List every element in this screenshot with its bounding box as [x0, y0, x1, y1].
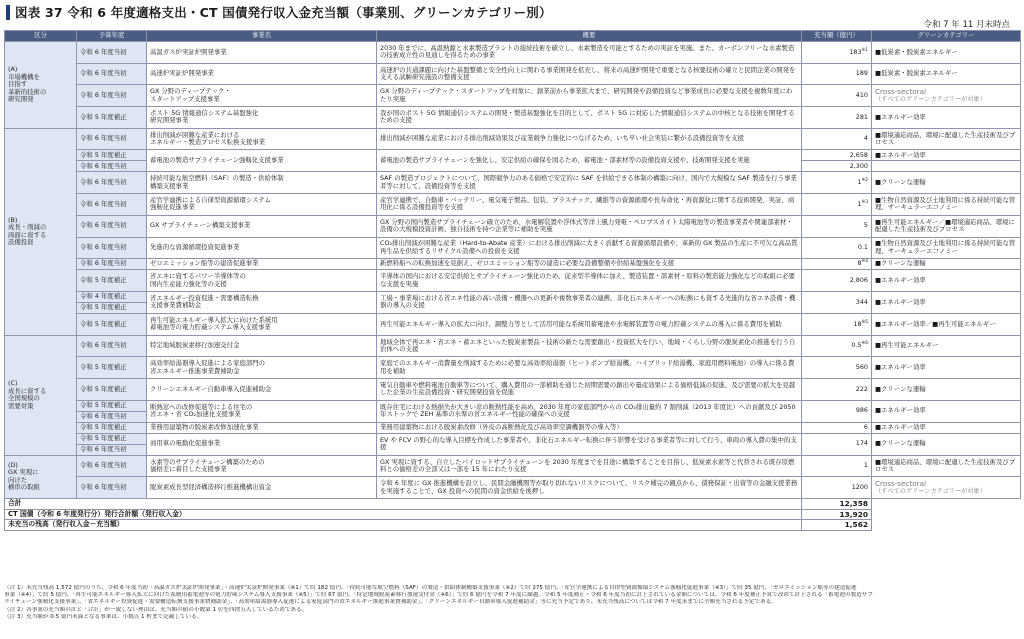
total-label: CT 国債（令和 6 年度発行分）発行合計額（発行収入金） [5, 509, 802, 520]
green-category-cell: ■エネルギー効率 [872, 400, 1021, 422]
amount-cell [802, 357, 872, 379]
amount-footnote-mark: ※6 [861, 341, 868, 347]
amount-cell [802, 107, 872, 129]
overview-cell: 家庭でのエネルギー消費量を削減するために必要な高効率給湯器（ヒートポンプ給湯機、ハイブリッド給湯機、家庭用燃料電池）の導入に係る費用を補助 [377, 357, 802, 379]
project-name-cell: 高速炉実証炉開発事業 [147, 63, 377, 85]
project-name-cell: 商用車の電動化促進事業 [147, 433, 377, 455]
amount-cell [802, 150, 872, 161]
green-category-cell: ■生物自然資源及び土地利用に係る持続可能な管理、サーキュラーエコノミー [872, 237, 1021, 259]
table-header-row [5, 31, 1021, 42]
overview-cell: 我が国のポスト 5G 情報通信システムの開発・製造基盤強化を目的として、ポスト 5G に対応した情報通信システムの中核となる技術を開発するための支援 [377, 107, 802, 129]
overview-cell: EV や FCV の野心的な導入目標を作成した事業者や、非化石エネルギー転換に伴う影響を受ける事業者等に対して行う、車両の導入費の集中的支援 [377, 433, 802, 455]
green-category-cell: ■低炭素・脱炭素エネルギー [872, 42, 1021, 64]
table-row [5, 107, 1021, 129]
table-row [5, 150, 1021, 161]
budget-year-cell: 令和 6 年度当初 [77, 63, 147, 85]
allocation-table [4, 30, 1021, 531]
category-cell: (D) GX 実現に 向けた 横串の取組 [5, 455, 77, 498]
green-category-cell: ■クリーンな運輸 [872, 378, 1021, 400]
overview-cell: 半導体の国内における安定供給とサプライチェーン強化のため、従来型半導体に加え、製造装置・部素材・原料の製造能力強化などの取組に必要な支援を実施 [377, 270, 802, 292]
green-category-cell: ■エネルギー効率 [872, 291, 1021, 313]
project-name-cell: 持続可能な航空燃料（SAF）の製造・供給体制 構築支援事業 [147, 172, 377, 194]
project-name-cell: 省エネに資するパワー半導体等の 国内生産能力強化等の支援 [147, 270, 377, 292]
overview-cell: CO₂排出削減が困難な産業（Hard-to-Abate 産業）における排出削減に大きく貢献する資源循環設備や、革新的 GX 製品の生産に不可欠な高品質再生品を供給するリサイクル設備への投資を支援 [377, 237, 802, 259]
figure-title [6, 3, 552, 21]
overview-cell: 排出削減が困難な産業における排出削減効果及び産業競争力強化につなげるため、いち早い社会実装に繋がる設備投資等を支援 [377, 128, 802, 150]
project-name-cell: 業務用建築物の脱炭素改修加速化事業 [147, 422, 377, 433]
table-row [5, 172, 1021, 194]
overview-cell: 工場・事業場における省エネ性能の高い設備・機器への更新や複数事業者の連携、非化石エネルギーへの転換にも資する先進的な省エネ設備・機器の導入の支援 [377, 291, 802, 313]
project-name-cell: 高温ガス炉実証炉開発事業 [147, 42, 377, 64]
table-row [5, 400, 1021, 411]
budget-year-cell: 令和 6 年度当初 [77, 455, 147, 477]
amount-value: 189 [855, 69, 868, 78]
green-category-cell: ■低炭素・脱炭素エネルギー [872, 63, 1021, 85]
green-category-cell: ■エネルギー効率 [872, 357, 1021, 379]
budget-year-cell: 令和 6 年度当初 [77, 259, 147, 270]
total-row [5, 509, 1021, 520]
table-row [5, 335, 1021, 357]
amount-cell [802, 433, 872, 455]
project-name-cell: GX サプライチェーン構築支援事業 [147, 215, 377, 237]
budget-year-cell: 令和 5 年度補正 [77, 433, 147, 444]
figure-title-text: 図表 37 令和 6 年度適格支出・CT 国債発行収入金充当額（事業別、グリーンカテゴリー別） [15, 5, 552, 20]
title-accent-bar [6, 5, 10, 20]
overview-cell: SAF の製造プロジェクトについて、国際競争力のある価格で安定的に SAF を供給できる体制の構築に向け、国内で大規模な SAF 製造を行う事業者等に対して、設備投資等を支援 [377, 172, 802, 194]
budget-year-cell: 令和 6 年度当初 [77, 85, 147, 107]
project-name-cell: 高効率給湯器導入促進による家庭部門の 省エネルギー推進事業費補助金 [147, 357, 377, 379]
footnote-line: （注 1）未充当残高 1,572 億円のうち、令和 6 年度当初「高温ガス炉実証炉開発事業」・高速炉実証炉開発事業（※1）で約 182 億円、「持続可能な航空燃料（SAF）の製造・供給体制構築支援事業（※2）で約 275 億円、「産官学連携による自律型資源循環システム強靱化促進事業（※3）」で約 35 億円、「ゼロエミッション船等の建造促進 [4, 585, 857, 591]
amount-cell [802, 313, 872, 335]
green-category-cell: ■再生可能エネルギー／■環境適応商品、環境に配慮した生産技術及びプロセス [872, 215, 1021, 237]
overview-cell: GX 実現に資する、自立したパイロットサプライチェーンを 2030 年度までを目途に構築することを目指し、低炭素水素等と代替される既存原燃料との価格差の全部又は一部を 15 年にわたり支援 [377, 455, 802, 477]
table-row [5, 259, 1021, 270]
project-name-cell: 断熱窓への改修促進等による住宅の 省エネ・省 CO₂加速化支援事業 [147, 400, 377, 422]
amount-value: 560 [855, 362, 868, 371]
table-row [5, 42, 1021, 64]
overview-cell: 新燃料船への転換加速を見据え、ゼロエミッション船等の建造に必要な設備整備や供給基盤強化を支援 [377, 259, 802, 270]
category-cell: (C) 成長に資する 全国規模の 需要対策 [5, 335, 77, 455]
green-category-cell: ■環境適応商品、環境に配慮した生産技術及びプロセス [872, 455, 1021, 477]
header-green-category: グリーンカテゴリー [872, 31, 1021, 42]
amount-value: 4 [863, 134, 868, 143]
overview-cell: 高速炉の共通課題に向けた基盤整備と安全性向上に関わる事業開発を拡充し、将来の高速炉開発で重要となる核要技術の確立と民間企業の開発を支える試験研究施設の整備支援 [377, 63, 802, 85]
amount-cell [802, 422, 872, 433]
project-name-cell: 特定地域脱炭素移行加速交付金 [147, 335, 377, 357]
table-body [5, 42, 1021, 531]
green-category-cell [872, 85, 1021, 107]
amount-value: 183 [849, 47, 862, 56]
overview-cell: 業務用建築物における脱炭素改修（外皮の高断熱化及び高効率空調機器等の導入等） [377, 422, 802, 433]
table-row [5, 357, 1021, 379]
amount-value: 18 [853, 319, 862, 328]
green-category-cell [872, 161, 1021, 172]
total-amount: 12,358 [802, 499, 872, 510]
total-label: 未充当の残高（発行収入金－充当額） [5, 520, 802, 531]
overview-cell: 既存住宅における熱損失が大きい窓の断熱性能を高め、2030 年度の家庭部門からの CO₂排出量約 7 割削減（2013 年度比）への貢献及び 2050 年ストックで ZEH 基準の水準の省エネルギー性能の確保への支援 [377, 400, 802, 422]
category-cell: (B) 成長・削減の 両面に資する 設備投資 [5, 128, 77, 335]
amount-value: 0.5 [851, 341, 862, 350]
amount-footnote-mark: ※1 [861, 47, 868, 53]
table-row [5, 85, 1021, 107]
amount-value: 5 [863, 221, 868, 230]
total-row [5, 520, 1021, 531]
project-name-cell: クリーンエネルギー自動車導入促進補助金 [147, 378, 377, 400]
budget-year-cell: 令和 5 年度補正 [77, 422, 147, 433]
amount-cell [802, 63, 872, 85]
table-row [5, 313, 1021, 335]
amount-value: 2,300 [849, 161, 868, 170]
budget-year-cell: 令和 4 年度補正 [77, 291, 147, 302]
budget-year-cell: 令和 6 年度当初 [77, 42, 147, 64]
amount-value: 174 [855, 439, 868, 448]
amount-cell [802, 400, 872, 422]
budget-year-cell: 令和 6 年度当初 [77, 161, 147, 172]
table-row [5, 291, 1021, 302]
budget-year-cell: 令和 6 年度当初 [77, 411, 147, 422]
amount-footnote-mark: ※5 [861, 319, 868, 325]
footnote-line: 事業（※4）」で約 5 億円、「再生可能エネルギー導入拡大に向けた系統用蓄電池等の電力貯蔵システム導入支援事業（※5）」で約 67 億円、「特定地域脱炭素移行加速交付金（※6）」で約 6 億円を令和 7 年度に繰越。令和 5 年度補正・令和 6 年度当初に計上されている金額については、令和 6 年度補正予算で改めて計上される「蓄電池の製造サプ [4, 592, 873, 599]
cross-sectoral-note: （すべてのグリーンカテゴリーが対象） [875, 95, 986, 103]
budget-year-cell: 令和 6 年度当初 [77, 194, 147, 216]
amount-cell [802, 270, 872, 292]
project-name-cell: 水素等のサプライチェーン構築のための 価格差に着目した支援事業 [147, 455, 377, 477]
project-name-cell: 蓄電池の製造サプライチェーン強靱化支援事業 [147, 150, 377, 172]
amount-value: 1 [857, 199, 862, 208]
table-row [5, 128, 1021, 150]
footnote-line: ライチェーン強靭化支援事業」、「省エネルギー投資促進・需要構造転換支援事業費補助金」、「高効率給湯器導入促進による家庭部門の省エネルギー推進事業費補助金」、「クリーンエネルギー自動車導入促進補助金」等に充当予定であり、未充当残高については令和 7 年度末までに全額充当される予定である。 [4, 599, 777, 606]
green-category-cell: ■再生可能エネルギー [872, 335, 1021, 357]
table-row [5, 194, 1021, 216]
project-name-cell: ポスト 5G 情報通信システム基盤強化 研究開発事業 [147, 107, 377, 129]
total-amount: 1,562 [802, 520, 872, 531]
amount-value: 222 [855, 384, 868, 393]
amount-footnote-mark: ※4 [861, 259, 868, 265]
footnotes [4, 585, 1020, 621]
table-row [5, 455, 1021, 477]
amount-cell [802, 215, 872, 237]
amount-footnote-mark: ※3 [861, 199, 868, 205]
amount-value: 344 [855, 297, 868, 306]
amount-cell [802, 85, 872, 107]
overview-cell: GX 分野の国内製造サプライチェーン確立のため、水電解装置や浮体式等洋上風力発電・ペロブスカイト太陽電池等の製造事業者や関連部素材・設備の大規模投資計画、独自技術を持つ企業等に補助を実施 [377, 215, 802, 237]
header-project-name: 事業名 [147, 31, 377, 42]
table-row [5, 270, 1021, 292]
amount-value: 0.1 [857, 243, 868, 252]
amount-value: 986 [855, 406, 868, 415]
amount-value: 1 [863, 461, 868, 470]
amount-cell [802, 291, 872, 313]
category-cell: (A) 市場機構を 目指す 革新的技術の 研究開発 [5, 42, 77, 129]
amount-cell [802, 378, 872, 400]
table-row [5, 433, 1021, 444]
budget-year-cell: 令和 6 年度当初 [77, 335, 147, 357]
table-row [5, 237, 1021, 259]
green-category-cell: ■クリーンな運輸 [872, 433, 1021, 455]
amount-cell [802, 161, 872, 172]
green-category-cell: ■クリーンな運輸 [872, 259, 1021, 270]
green-category-cell: ■エネルギー効率 [872, 270, 1021, 292]
overview-cell: 電気自動車や燃料電池自動車等について、購入費用の一部補助を通じた初期需要の創出や量産効果による価格低減の促進、及び需要の拡大を見越した企業の生産設備投資・研究開発投資を促進 [377, 378, 802, 400]
budget-year-cell: 令和 5 年度補正 [77, 107, 147, 129]
overview-cell: 再生可能エネルギー導入の拡大に向け、調整力等として活用可能な系統用蓄電池や水電解装置等の電力貯蔵システムの導入に係る費用を補助 [377, 313, 802, 335]
budget-year-cell: 令和 6 年度当初 [77, 444, 147, 455]
table-row [5, 215, 1021, 237]
amount-value: 6 [863, 422, 868, 431]
table-row [5, 477, 1021, 499]
overview-cell: 地域全体で再エネ・省エネ・蓄エネといった脱炭素製品・技術の新たな需要創出・投資拡大を行い、地域・くらし分野の脱炭素化の推進を行う自治体への支援 [377, 335, 802, 357]
project-name-cell: 先進的な資源循環投資促進事業 [147, 237, 377, 259]
overview-cell: GX 分野のディープテック・スタートアップを対象に、創業前から事業拡大まで、研究開発や設備投資など事業成長に必要な支援を複数年度にわたり実施 [377, 85, 802, 107]
green-category-cell [872, 477, 1021, 499]
green-category-cell: ■生物自然資源及び土地利用に係る持続可能な管理、サーキュラーエコノミー [872, 194, 1021, 216]
amount-value: 1200 [851, 482, 868, 491]
total-row [5, 499, 1021, 510]
header-category: 区分 [5, 31, 77, 42]
budget-year-cell: 令和 6 年度当初 [77, 477, 147, 499]
project-name-cell: 再生可能エネルギー導入拡大に向けた系統用 蓄電池等の電力貯蔵システム導入支援事業 [147, 313, 377, 335]
amount-value: 281 [855, 112, 868, 121]
footnote-line: （注 3）充当額が 0.5 億円未満となる事業は、小数点 1 桁まで記載している。 [4, 613, 203, 620]
cross-sectoral-label: Cross-sectoral [875, 87, 926, 97]
green-category-cell: ■エネルギー効率 [872, 150, 1021, 161]
green-category-cell: ■エネルギー効率／■再生可能エネルギー [872, 313, 1021, 335]
overview-cell: 令和 6 年度に GX 推進機構を設立し、民間金融機関等が取り切れないリスクについて、リスク補完の観点から、債務保証・出資等の金融支援業務を実施することで、GX 投資への民間の資金供給を後押し [377, 477, 802, 499]
green-category-cell: ■エネルギー効率 [872, 422, 1021, 433]
budget-year-cell: 令和 5 年度補正 [77, 313, 147, 335]
total-blank [872, 499, 1021, 510]
cross-sectoral-note: （すべてのグリーンカテゴリーが対象） [875, 487, 986, 495]
total-label: 合計 [5, 499, 802, 510]
amount-cell [802, 335, 872, 357]
footnote-line: （注 2）各事業の充当額の計と「合計」が一致しない理由は、充当額の値の小数第 1 位を四捨五入しているためである。 [4, 606, 308, 613]
project-name-cell: 産官学連携による自律型資源循環システム 強靭化促進事業 [147, 194, 377, 216]
green-category-cell: ■クリーンな運輸 [872, 172, 1021, 194]
amount-cell [802, 455, 872, 477]
overview-cell: 産官学連携で、自動車・バッテリー、電気電子製品、包装、プラスチック、繊維等の資源循環や長寿命化・再資源化に関する技術開発、実証、商用化に係る設備投資等を支援 [377, 194, 802, 216]
header-amount: 充当額（億円） [802, 31, 872, 42]
total-blank [872, 509, 1021, 520]
budget-year-cell: 令和 6 年度当初 [77, 215, 147, 237]
amount-value: 1 [857, 178, 862, 187]
green-category-cell: ■エネルギー効率 [872, 107, 1021, 129]
overview-cell: 2030 年までに、高温熱源と水素製造プラントの接続技術を確立し、水素製造を可能とするための実証を実施。また、カーボンフリーな水素製造の技術成立性の見通しを得るための事業 [377, 42, 802, 64]
amount-value: 8 [857, 259, 862, 268]
amount-cell [802, 42, 872, 64]
amount-cell [802, 194, 872, 216]
table-row [5, 63, 1021, 85]
cross-sectoral-label: Cross-sectoral [875, 479, 926, 489]
budget-year-cell: 令和 6 年度当初 [77, 128, 147, 150]
project-name-cell: GX 分野のディープテック・ スタートアップ支援事業 [147, 85, 377, 107]
total-amount: 13,920 [802, 509, 872, 520]
amount-footnote-mark: ※2 [861, 177, 868, 183]
project-name-cell: ゼロエミッション船等の建造促進事業 [147, 259, 377, 270]
amount-value: 2,806 [849, 275, 868, 284]
budget-year-cell: 令和 5 年度補正 [77, 302, 147, 313]
budget-year-cell: 令和 5 年度補正 [77, 378, 147, 400]
table-row [5, 378, 1021, 400]
budget-year-cell: 令和 6 年度当初 [77, 237, 147, 259]
budget-year-cell: 令和 5 年度補正 [77, 150, 147, 161]
amount-cell [802, 237, 872, 259]
project-name-cell: 省エネルギー投資促進・需要構造転換 支援事業費補助金 [147, 291, 377, 313]
header-overview: 概要 [377, 31, 802, 42]
amount-cell [802, 172, 872, 194]
overview-cell: 蓄電池の製造サプライチェーンを強化し、安定供給の確保を図るため、蓄電池・部素材等の設備投資支援や、技術開発支援を実施 [377, 150, 802, 172]
amount-cell [802, 477, 872, 499]
table-row [5, 422, 1021, 433]
amount-cell [802, 128, 872, 150]
header-budget-year: 予算年度 [77, 31, 147, 42]
amount-value: 410 [855, 91, 868, 100]
project-name-cell: 排出削減が困難な産業における エネルギー・製造プロセス転換支援事業 [147, 128, 377, 150]
budget-year-cell: 令和 5 年度補正 [77, 270, 147, 292]
project-name-cell: 脱炭素成長型経済構造移行推進機構出資金 [147, 477, 377, 499]
budget-year-cell: 令和 5 年度補正 [77, 357, 147, 379]
budget-year-cell: 令和 5 年度補正 [77, 400, 147, 411]
total-blank [872, 520, 1021, 531]
amount-value: 2,658 [849, 150, 868, 159]
green-category-cell: ■環境適応商品、環境に配慮した生産技術及びプロセス [872, 128, 1021, 150]
amount-cell [802, 259, 872, 270]
as-of-date: 令和 7 年 11 月末時点 [923, 20, 1010, 30]
budget-year-cell: 令和 6 年度当初 [77, 172, 147, 194]
